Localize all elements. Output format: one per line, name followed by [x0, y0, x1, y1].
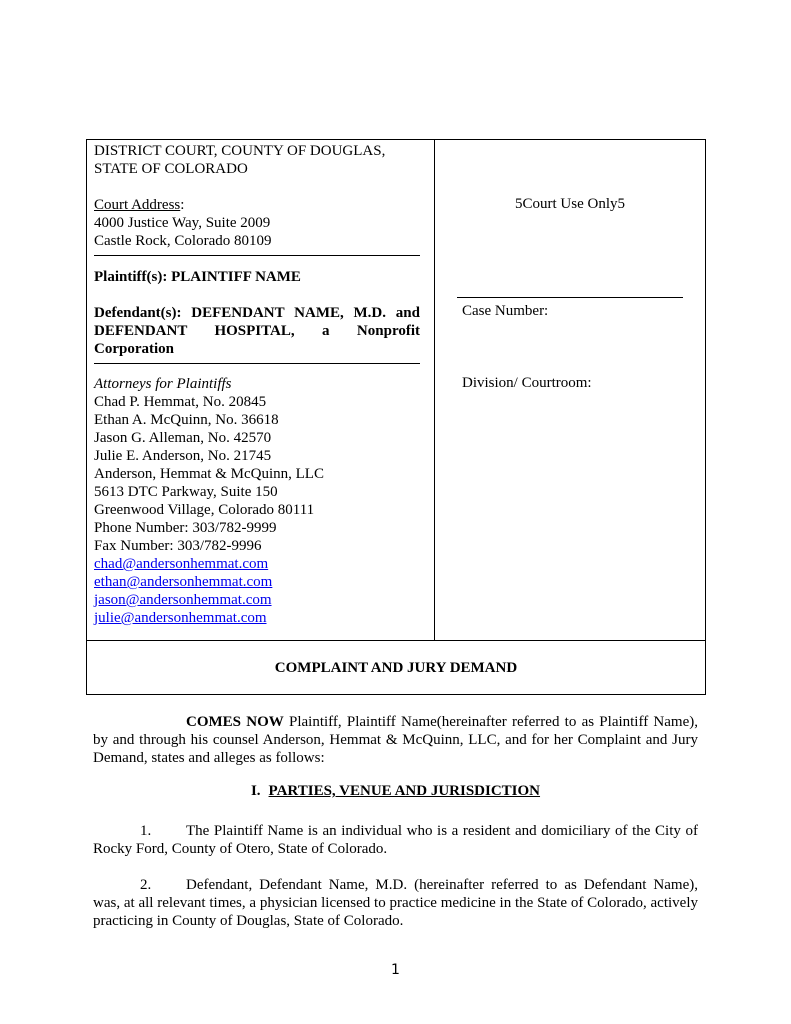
email-link-ethan[interactable]: ethan@andersonhemmat.com — [94, 574, 273, 590]
section-heading — [93, 782, 698, 800]
email-link-chad[interactable]: chad@andersonhemmat.com — [94, 556, 269, 572]
court-name-line2: STATE OF COLORADO — [94, 161, 248, 177]
paragraph-number: 2. — [140, 877, 152, 893]
paragraph-number: 1. — [140, 823, 152, 839]
page-number: 1 — [391, 962, 400, 978]
firm-name: Anderson, Hemmat & McQuinn, LLC — [94, 466, 324, 482]
caption-row-divider — [87, 640, 705, 641]
intro-paragraph — [93, 713, 698, 767]
caption-right-column — [435, 140, 705, 640]
attorneys-label: Attorneys for Plaintiffs — [94, 376, 232, 392]
phone-number: Phone Number: 303/782-9999 — [94, 520, 277, 536]
attorney-line: Ethan A. McQuinn, No. 36618 — [94, 412, 279, 428]
numbered-paragraph — [93, 876, 698, 930]
attorney-line: Jason G. Alleman, No. 42570 — [94, 430, 272, 446]
division-courtroom-label: Division/ Courtroom: — [462, 375, 592, 391]
court-address-colon: : — [180, 197, 185, 213]
email-link-jason[interactable]: jason@andersonhemmat.com — [94, 592, 272, 608]
court-address-line1: 4000 Justice Way, Suite 2009 — [94, 215, 271, 231]
firm-address-line2: Greenwood Village, Colorado 80111 — [94, 502, 315, 518]
caption-table — [86, 139, 706, 695]
paragraph-text: Defendant, Defendant Name, M.D. (hereinafter referred to as Defendant Name), was, at all relevant times, a physician licensed to practice medicine in the State of Colorado, actively practicing in County of Douglas, State of Colorado. — [93, 877, 698, 929]
numbered-paragraph — [93, 822, 698, 858]
fax-number: Fax Number: 303/782-9996 — [94, 538, 262, 554]
intro-text: Plaintiff, Plaintiff Name(hereinafter referred to as Plaintiff Name), by and through his counsel Anderson, Hemmat & McQuinn, LLC, and for her Complaint and Jury Demand, states and alleges as follows: — [93, 714, 698, 766]
paragraph-text: The Plaintiff Name is an individual who is a resident and domiciliary of the City of Rocky Ford, County of Otero, State of Colorado. — [93, 823, 698, 857]
attorney-line: Julie E. Anderson, No. 21745 — [94, 448, 272, 464]
case-number-label: Case Number: — [462, 303, 549, 319]
intro-bold: COMES NOW — [186, 714, 284, 730]
attorney-line: Chad P. Hemmat, No. 20845 — [94, 394, 267, 410]
email-link-julie[interactable]: julie@andersonhemmat.com — [94, 610, 267, 626]
court-address-label-line — [94, 196, 427, 214]
plaintiffs: Plaintiff(s): PLAINTIFF NAME — [94, 269, 301, 285]
section-title: PARTIES, VENUE AND JURISDICTION — [268, 783, 541, 799]
court-address-label: Court Address — [94, 197, 181, 213]
defendants: Defendant(s): DEFENDANT NAME, M.D. and DEFENDANT HOSPITAL, a Nonprofit Corporation — [94, 305, 420, 357]
court-address-line2: Castle Rock, Colorado 80109 — [94, 233, 272, 249]
document-title: COMPLAINT AND JURY DEMAND — [274, 660, 518, 676]
case-number-line — [457, 297, 683, 298]
section-number: I. — [250, 783, 261, 799]
court-use-only: 5Court Use Only5 — [515, 196, 625, 212]
court-name-line1: DISTRICT COURT, COUNTY OF DOUGLAS, — [94, 143, 386, 159]
caption-left-column — [94, 142, 427, 627]
firm-address-line1: 5613 DTC Parkway, Suite 150 — [94, 484, 278, 500]
